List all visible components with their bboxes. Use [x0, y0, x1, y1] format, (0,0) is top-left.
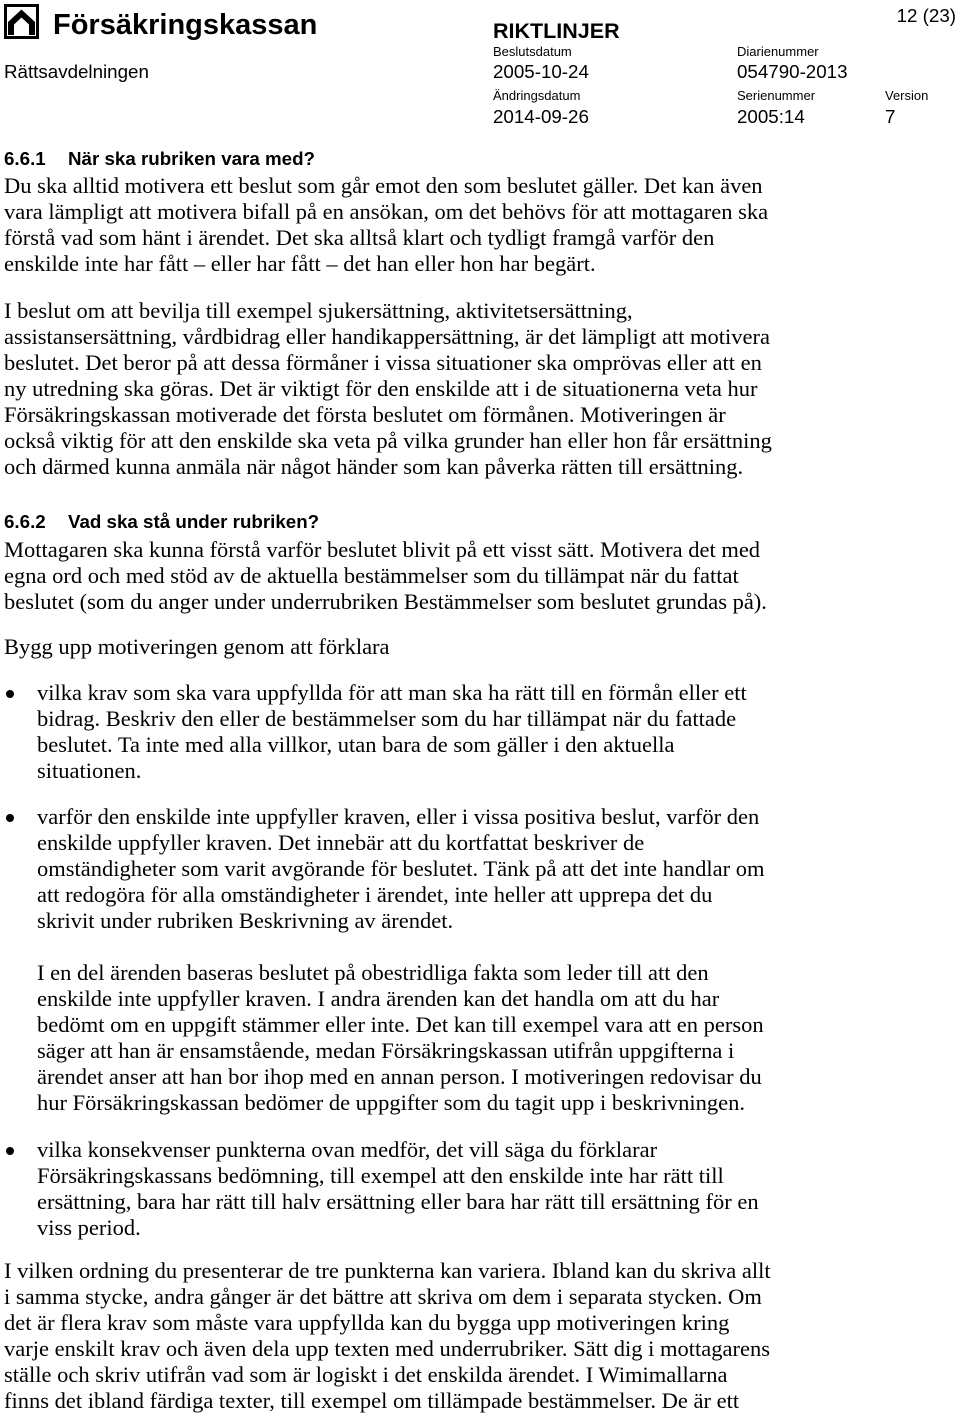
decision-date-label: Beslutsdatum [493, 44, 572, 59]
bullet-item [37, 804, 765, 934]
text-line: ersättning, bara har rätt till halv ersättning eller bara har rätt till ersättning för en [37, 1189, 759, 1214]
paragraph [4, 1258, 771, 1414]
text-line: enskilde uppfyller kraven. Det innebär att du kortfattat beskriver de [37, 830, 645, 855]
logo-wordmark: Försäkringskassan [53, 9, 318, 41]
section-title: När ska rubriken vara med? [68, 148, 315, 169]
bullet-follow-up-paragraph [37, 960, 764, 1116]
text-line: Försäkringskassans bedömning, till exempel att den enskilde inte har rätt till [37, 1163, 724, 1188]
text-line: I en del ärenden baseras beslutet på obestridliga fakta som leder till att den [37, 960, 709, 985]
paragraph [4, 634, 390, 660]
text-line: vilka konsekvenser punkterna ovan medför, det vill säga du förklarar [37, 1137, 658, 1162]
text-line: bidrag. Beskriv den eller de bestämmelser som du har tillämpat när du fattade [37, 706, 737, 731]
text-line: vilka krav som ska vara uppfyllda för att man ska ha rätt till en förmån eller ett [37, 680, 747, 705]
registration-number-label: Diarienummer [737, 44, 819, 59]
text-line: egna ord och med stöd av de aktuella bestämmelser som du tillämpat när du fattat [4, 563, 739, 588]
department-name: Rättsavdelningen [4, 61, 149, 82]
text-line: också viktig för att den enskilde ska veta på vilka grunder han eller hon får ersättning [4, 428, 772, 453]
text-line: ny utredning ska göras. Det är viktigt för den enskilde att i de situationerna veta hur [4, 376, 758, 401]
section-heading [4, 511, 319, 533]
series-number-value: 2005:14 [737, 106, 805, 127]
text-line: i samma stycke, andra gånger är det bättre att skriva om dem i separata stycken. Om [4, 1284, 762, 1309]
page-number: 12 (23) [896, 5, 956, 26]
paragraph [4, 537, 767, 615]
text-line: hur Försäkringskassan bedömer de uppgifter som du tagit upp i beskrivningen. [37, 1090, 746, 1115]
text-line: finns det ibland färdiga texter, till exempel om tillämpade bestämmelser. De är ett [4, 1388, 740, 1413]
text-line: och därmed kunna anmäla när något händer som kan påverka rätten till ersättning. [4, 454, 744, 479]
text-line: beslutet. Det beror på att dessa förmåner i vissa situationer ska omprövas eller att en [4, 350, 762, 375]
decision-date-value: 2005-10-24 [493, 61, 589, 82]
text-line: ställe och skriv utifrån vad som är logiskt i det enskilda ärendet. I Wimimallarna [4, 1362, 728, 1387]
bullet-item [37, 1137, 759, 1241]
section-title: Vad ska stå under rubriken? [68, 511, 320, 532]
text-line: varje enskilt krav och även dela upp texten med underrubriker. Sätt dig i mottagarens [4, 1336, 771, 1361]
text-line: Du ska alltid motivera ett beslut som går emot den som beslutet gäller. Det kan även [4, 173, 763, 198]
text-line: omständigheter som varit avgörande för beslutet. Tänk på att det inte handlar om [37, 856, 765, 881]
house-logo-icon [4, 4, 39, 39]
text-line: ärendet anser att han bor ihop med en annan person. I motiveringen redovisar du [37, 1064, 762, 1089]
text-line: enskilde inte har fått – eller har fått – det han eller hon har begärt. [4, 251, 596, 276]
text-line: vara lämpligt att motivera bifall på en ansökan, om det behövs för att mottagaren ska [4, 199, 769, 224]
text-line: förstå vad som hänt i ärendet. Det ska alltså klart och tydligt framgå varför den [4, 225, 715, 250]
bullet-icon [6, 690, 14, 698]
text-line: Mottagaren ska kunna förstå varför beslutet blivit på ett visst sätt. Motivera det med [4, 537, 761, 562]
paragraph [4, 298, 772, 480]
section-heading [4, 148, 315, 170]
text-line: att redogöra för alla omständigheter i ärendet, inte heller att upprepa det du [37, 882, 713, 907]
text-line: bedömt om en uppgift stämmer eller inte. Det kan till exempel vara att en person [37, 1012, 764, 1037]
text-line: situationen. [37, 758, 142, 783]
version-value: 7 [885, 106, 896, 127]
text-line: viss period. [37, 1215, 141, 1240]
text-line: säger att han är ensamstående, medan Försäkringskassan utifrån uppgifterna i [37, 1038, 735, 1063]
text-line: I vilken ordning du presenterar de tre punkterna kan variera. Ibland kan du skriva allt [4, 1258, 771, 1283]
document-type: RIKTLINJER [493, 19, 620, 43]
text-line: skrivit under rubriken Beskrivning av ärendet. [37, 908, 454, 933]
text-line: varför den enskilde inte uppfyller kraven, eller i vissa positiva beslut, varför den [37, 804, 760, 829]
text-line: beslutet. Ta inte med alla villkor, utan bara de som gäller i den aktuella [37, 732, 675, 757]
text-line: beslutet (som du anger under underrubriken Bestämmelser som beslutet grundas på). [4, 589, 767, 614]
change-date-label: Ändringsdatum [493, 88, 581, 103]
text-line: Försäkringskassan motiverade det första beslutet om förmånen. Motiveringen är [4, 402, 726, 427]
section-number: 6.6.2 [4, 511, 46, 532]
change-date-value: 2014-09-26 [493, 106, 589, 127]
bullet-item [37, 680, 747, 784]
series-number-label: Serienummer [737, 88, 816, 103]
text-line: enskilde inte uppfyller kraven. I andra ärenden kan det handla om att du har [37, 986, 720, 1011]
registration-number-value: 054790-2013 [737, 61, 848, 82]
version-label: Version [885, 88, 929, 103]
text-line: I beslut om att bevilja till exempel sjukersättning, aktivitetsersättning, [4, 298, 633, 323]
text-line: det är flera krav som måste vara uppfyllda kan du bygga upp motiveringen kring [4, 1310, 730, 1335]
text-line: Bygg upp motiveringen genom att förklara [4, 634, 390, 659]
text-line: assistansersättning, vårdbidrag eller handikappersättning, är det lämpligt att motivera [4, 324, 771, 349]
paragraph [4, 173, 768, 277]
section-number: 6.6.1 [4, 148, 46, 169]
bullet-icon [6, 1147, 14, 1155]
bullet-icon [6, 814, 14, 822]
